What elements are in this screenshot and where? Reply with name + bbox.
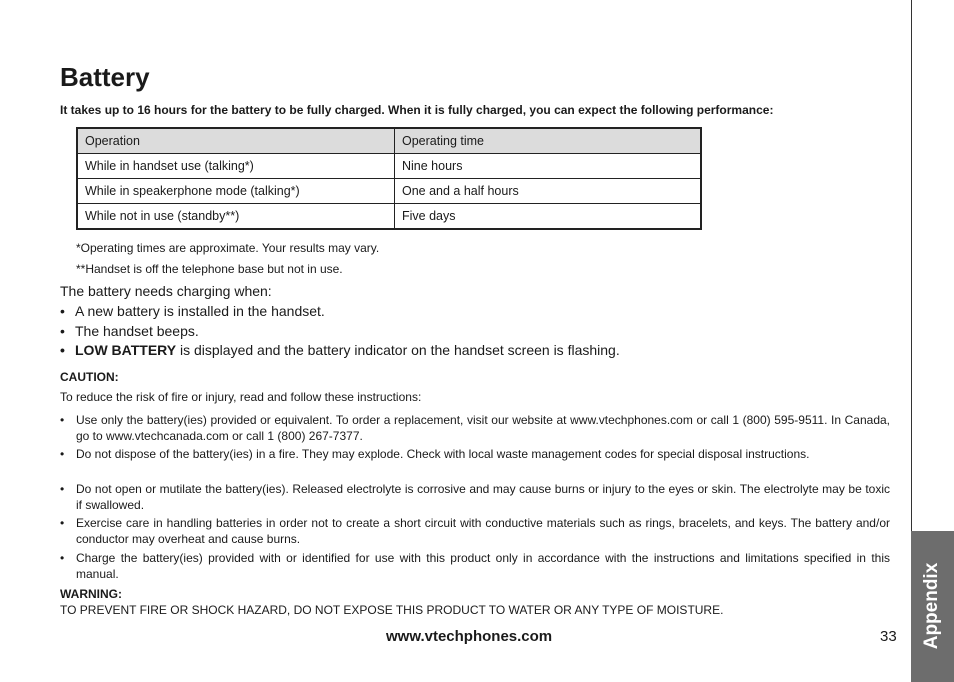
table-row: [77, 179, 701, 204]
appendix-tab-label: Appendix: [921, 562, 942, 650]
low-battery-label: LOW BATTERY: [75, 342, 177, 358]
caution-item: • Use only the battery(ies) provided or equivalent. To order a replacement, visit our website at www.vtechphones.com or call 1 (800) 595-9511. In Canada, go to www.vtechcanada.com or call 1 (800) 267-7377.: [60, 413, 890, 443]
footnote: **Handset is off the telephone base but not in use.: [76, 262, 343, 276]
header-operating-time: Operating time: [395, 128, 702, 154]
list-item-text: The handset beeps.: [75, 323, 199, 339]
header-operation: Operation: [77, 128, 395, 154]
table-cell: Nine hours: [395, 154, 702, 179]
list-item: • A new battery is installed in the handset.: [60, 303, 325, 319]
table-cell: While in handset use (talking*): [77, 154, 395, 179]
caution-item-text: Do not open or mutilate the battery(ies). Released electrolyte is corrosive and may cause burns or injury to the eyes or skin. The electrolyte may be toxic if swallowed.: [76, 482, 890, 512]
performance-table: [76, 127, 702, 230]
caution-item-text: Use only the battery(ies) provided or equivalent. To order a replacement, visit our website at www.vtechphones.com or call 1 (800) 595-9511. In Canada, go to www.vtechcanada.com or call 1 (800) 267-7377.: [76, 413, 890, 443]
caution-item: • Do not dispose of the battery(ies) in a fire. They may explode. Check with local waste management codes for special disposal instructions.: [60, 446, 890, 462]
caution-item-text: Exercise care in handling batteries in order not to create a short circuit with conductive materials such as rings, bracelets, and keys. The battery and/or conductor may overheat and cause burns.: [76, 516, 890, 546]
caution-heading: CAUTION:: [60, 370, 119, 384]
caution-lead: To reduce the risk of fire or injury, read and follow these instructions:: [60, 390, 422, 404]
table-cell: Five days: [395, 204, 702, 230]
caution-item-text: Charge the battery(ies) provided with or identified for use with this product only in accordance with the instructions and limitations specified in this manual.: [76, 551, 890, 581]
charging-lead: The battery needs charging when:: [60, 283, 272, 299]
intro-text: It takes up to 16 hours for the battery to be fully charged. When it is fully charged, you can expect the following performance:: [60, 103, 774, 117]
page-title: Battery: [60, 62, 150, 92]
table-cell: While in speakerphone mode (talking*): [77, 179, 395, 204]
footer-website-link[interactable]: www.vtechphones.com: [386, 628, 553, 645]
list-item-text: is displayed and the battery indicator on the handset screen is flashing.: [176, 342, 620, 358]
list-item-text: A new battery is installed in the handset.: [75, 303, 325, 319]
list-item: • LOW BATTERY is displayed and the battery indicator on the handset screen is flashing.: [60, 342, 620, 358]
table-cell: One and a half hours: [395, 179, 702, 204]
caution-item: • Do not open or mutilate the battery(ies). Released electrolyte is corrosive and may cause burns or injury to the eyes or skin. The electrolyte may be toxic if swallowed.: [60, 482, 890, 512]
list-item: • The handset beeps.: [60, 323, 199, 339]
table-row: [77, 154, 701, 179]
caution-item: • Exercise care in handling batteries in order not to create a short circuit with conductive materials such as rings, bracelets, and keys. The battery and/or conductor may overheat and cause burns.: [60, 516, 890, 546]
caution-item: • Charge the battery(ies) provided with or identified for use with this product only in accordance with the instructions and limitations specified in this manual.: [60, 551, 890, 581]
warning-text: TO PREVENT FIRE OR SHOCK HAZARD, DO NOT EXPOSE THIS PRODUCT TO WATER OR ANY TYPE OF MOISTURE.: [60, 603, 724, 617]
page-number: 33: [880, 628, 897, 645]
warning-heading: WARNING:: [60, 587, 122, 601]
table-cell: While not in use (standby**): [77, 204, 395, 230]
table-header-row: [77, 128, 701, 154]
footnote: *Operating times are approximate. Your results may vary.: [76, 241, 380, 255]
caution-item-text: Do not dispose of the battery(ies) in a fire. They may explode. Check with local waste management codes for special disposal instructions.: [76, 447, 810, 461]
table-row: [77, 204, 701, 230]
